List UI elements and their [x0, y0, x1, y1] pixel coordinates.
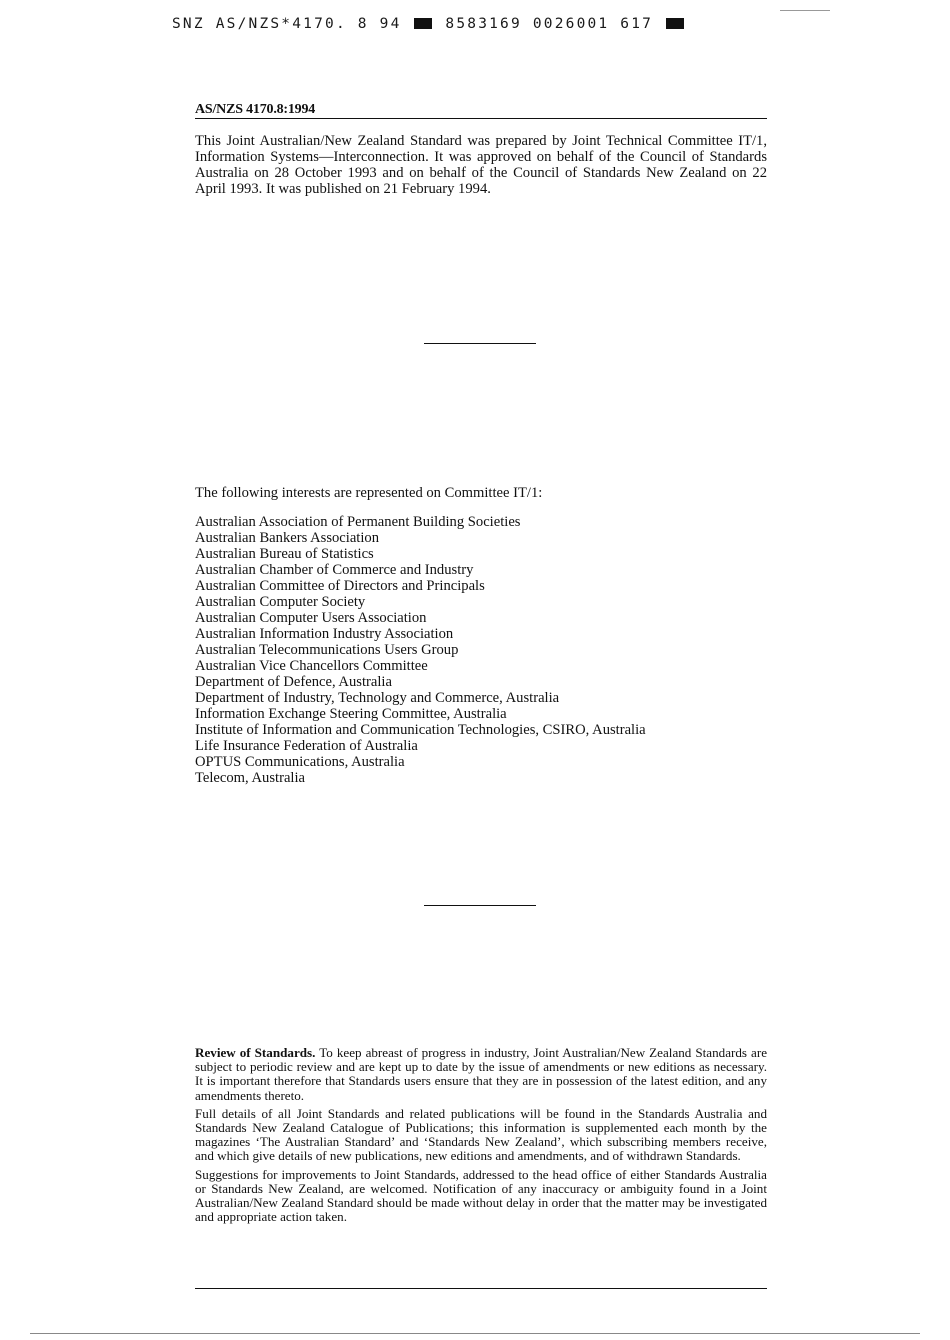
footer-rule: [195, 1288, 767, 1289]
interest-item: Department of Industry, Technology and Commerce, Australia: [195, 690, 560, 706]
interest-item: Australian Bureau of Statistics: [195, 546, 374, 562]
interest-item: Australian Bankers Association: [195, 530, 380, 546]
section-divider: [424, 343, 536, 344]
interest-item: Life Insurance Federation of Australia: [195, 738, 418, 754]
scan-block-mark: [666, 18, 684, 29]
scan-artifact-line: [780, 10, 830, 11]
interest-item: Telecom, Australia: [195, 770, 306, 786]
interest-item: OPTUS Communications, Australia: [195, 754, 405, 770]
interest-item: Australian Association of Permanent Building Societies: [195, 514, 521, 530]
scan-code-left: SNZ AS/NZS*4170. 8 94: [172, 16, 402, 32]
interest-item: Australian Vice Chancellors Committee: [195, 658, 428, 674]
interests-list: [195, 514, 646, 786]
review-lead: Review of Standards.: [195, 1045, 316, 1060]
review-paragraph-1: [195, 1046, 767, 1103]
section-divider: [424, 905, 536, 906]
review-p1-text: To keep abreast of progress in industry, Joint Australian/New Zealand Standards are subject to periodic review and are kept up to date by the issue of amendments or new editions as necessary. It is important therefore that Standards users ensure that they are in possession of the latest edition, and any amendments thereto.: [195, 1045, 768, 1103]
interests-heading: The following interests are represented on Committee IT/1:: [195, 485, 543, 501]
approval-statement: This Joint Australian/New Zealand Standard was prepared by Joint Technical Committee IT/1, Information Systems—Interconnection. It was approved on behalf of the Council of Standards Australia on 28 October 1993 and on behalf of the Council of Standards New Zealand on 22 April 1993. It was published on 21 February 1994.: [195, 133, 767, 197]
scan-code-mid: 8583169 0026001 617: [445, 16, 654, 32]
interest-item: Australian Telecommunications Users Group: [195, 642, 459, 658]
interest-item: Information Exchange Steering Committee, Australia: [195, 706, 507, 722]
page-edge-line: [30, 1333, 920, 1334]
interest-item: Department of Defence, Australia: [195, 674, 392, 690]
review-paragraph-2: Full details of all Joint Standards and related publications will be found in the Standards Australia and Standards New Zealand Catalogue of Publications; this information is supplemented each month by the magazines ‘The Australian Standard’ and ‘Standards New Zealand’, which subscribing members receive, and which give details of new publications, new editions and amendments, and of withdrawn Standards.: [195, 1105, 767, 1164]
scan-header-code: [172, 16, 686, 32]
interest-item: Institute of Information and Communication Technologies, CSIRO, Australia: [195, 722, 646, 738]
interest-item: Australian Chamber of Commerce and Industry: [195, 562, 474, 578]
interest-item: Australian Computer Users Association: [195, 610, 427, 626]
standard-id: AS/NZS 4170.8:1994: [195, 102, 316, 117]
interest-item: Australian Computer Society: [195, 594, 366, 610]
interest-item: Australian Committee of Directors and Principals: [195, 578, 485, 594]
interest-item: Australian Information Industry Association: [195, 626, 454, 642]
review-of-standards: [195, 1046, 767, 1228]
header-rule: [195, 118, 767, 119]
scan-block-mark: [414, 18, 432, 29]
review-paragraph-3: Suggestions for improvements to Joint Standards, addressed to the head office of either Standards Australia or Standards New Zealand, are welcomed. Notification of any inaccuracy or ambiguity found in a Joint Australian/New Zealand Standard should be made without delay in order that the matter may be investigated and appropriate action taken.: [195, 1166, 767, 1225]
